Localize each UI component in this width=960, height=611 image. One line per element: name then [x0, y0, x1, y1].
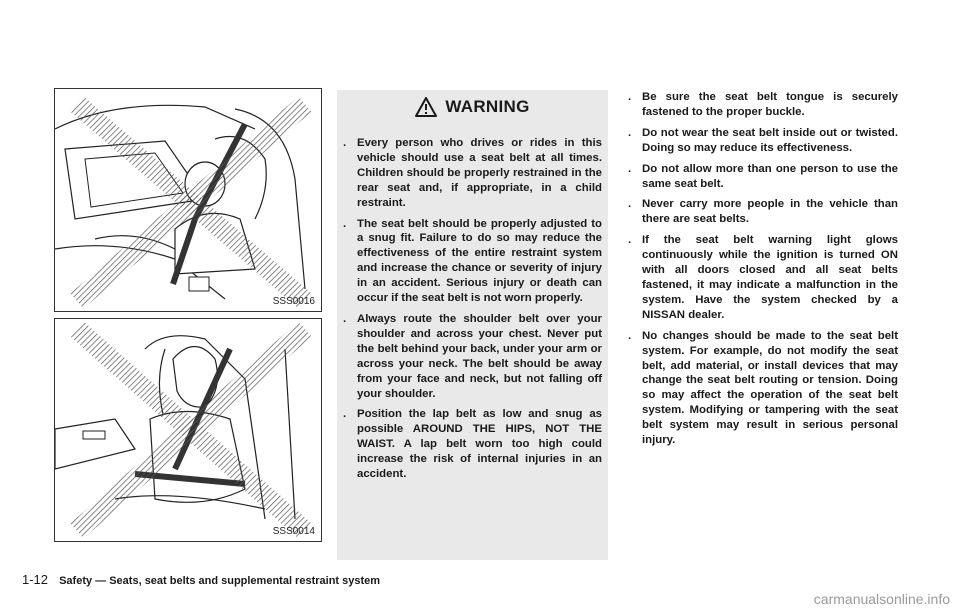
bullet-text: Position the lap belt as low and snug as possible AROUND THE HIPS, NOT THE WAIST. A lap belt worn too high could increase the risk of internal injuries in an accident.	[357, 408, 602, 481]
warning-triangle-icon	[415, 97, 437, 117]
bullet-marker: .	[343, 312, 347, 325]
bullet-list	[628, 90, 898, 448]
illustration-driver-twisted-belt	[55, 89, 321, 311]
illustration-passenger-belt-misuse	[55, 319, 321, 541]
bullet-marker: .	[343, 217, 347, 230]
bullet-list	[343, 136, 602, 482]
page-number: 1-12	[22, 572, 49, 587]
bullet-marker: .	[343, 408, 347, 421]
warning-bullet-item	[628, 90, 898, 120]
bullet-text: If the seat belt warning light glows continuously while the ignition is turned ON with all doors closed and all seat belts fastened, it may indicate a malfunction in the system. Have the system checked by a NISSAN dealer.	[642, 234, 898, 321]
bullet-text: The seat belt should be properly adjusted to a snug fit. Failure to do so may reduce the effectiveness of the entire restraint system and increase the chance or severity of injury in an accident. Serious injury or death can occur if the seat belt is not worn properly.	[357, 217, 602, 305]
bullet-marker: .	[628, 162, 632, 175]
bullet-text: Always route the shoulder belt over your shoulder and across your chest. Never put the belt behind your back, under your arm or across your neck. The belt should be away from your face and neck, but not falling off your shoulder.	[357, 312, 602, 400]
warning-column-1	[343, 136, 602, 488]
bullet-text: Do not wear the seat belt inside out or twisted. Doing so may reduce its effectiveness.	[642, 126, 898, 154]
figure-code: SSS0016	[272, 296, 315, 307]
bullet-marker: .	[628, 198, 632, 211]
bullet-marker: .	[628, 126, 632, 139]
warning-title: WARNING	[445, 97, 530, 116]
warning-column-2	[628, 90, 898, 454]
bullet-marker: .	[628, 91, 632, 103]
section-title: Safety — Seats, seat belts and supplemental restraint system	[59, 575, 381, 587]
bullet-text: Never carry more people in the vehicle than there are seat belts.	[642, 198, 898, 226]
bullet-text: No changes should be made to the seat belt system. For example, do not modify the seat belt, add material, or install devices that may change the seat belt routing or tension. Doing so may affect the operation of the seat belt system. Modifying or tampering with the seat belt system may result in serious personal injury.	[642, 329, 898, 447]
warning-bullet-item	[628, 162, 898, 192]
warning-bullet-item	[343, 312, 602, 401]
warning-bullet-item	[628, 126, 898, 156]
warning-bullet-item	[628, 233, 898, 322]
figure-code: SSS0014	[272, 526, 315, 537]
bullet-text: Be sure the seat belt tongue is securely fastened to the proper buckle.	[642, 91, 898, 118]
warning-header	[337, 90, 608, 124]
bullet-marker: .	[628, 234, 632, 247]
figure-incorrect-seatbelt-1	[54, 88, 322, 312]
figure-incorrect-seatbelt-2	[54, 318, 322, 542]
watermark: carmanualsonline.info	[813, 591, 950, 607]
bullet-marker: .	[343, 137, 347, 149]
warning-bullet-item	[343, 217, 602, 306]
bullet-text: Do not allow more than one person to use the same seat belt.	[642, 162, 898, 190]
bullet-marker: .	[628, 329, 632, 342]
warning-bullet-item	[628, 329, 898, 448]
warning-bullet-item	[628, 197, 898, 227]
warning-bullet-item	[343, 136, 602, 211]
warning-bullet-item	[343, 407, 602, 482]
bullet-text: Every person who drives or rides in this vehicle should use a seat belt at all times. Children should be properly restrained in the rear seat and, if appropriate, in a child restraint.	[357, 137, 602, 209]
page-footer	[22, 572, 380, 587]
warning-panel	[337, 90, 608, 560]
